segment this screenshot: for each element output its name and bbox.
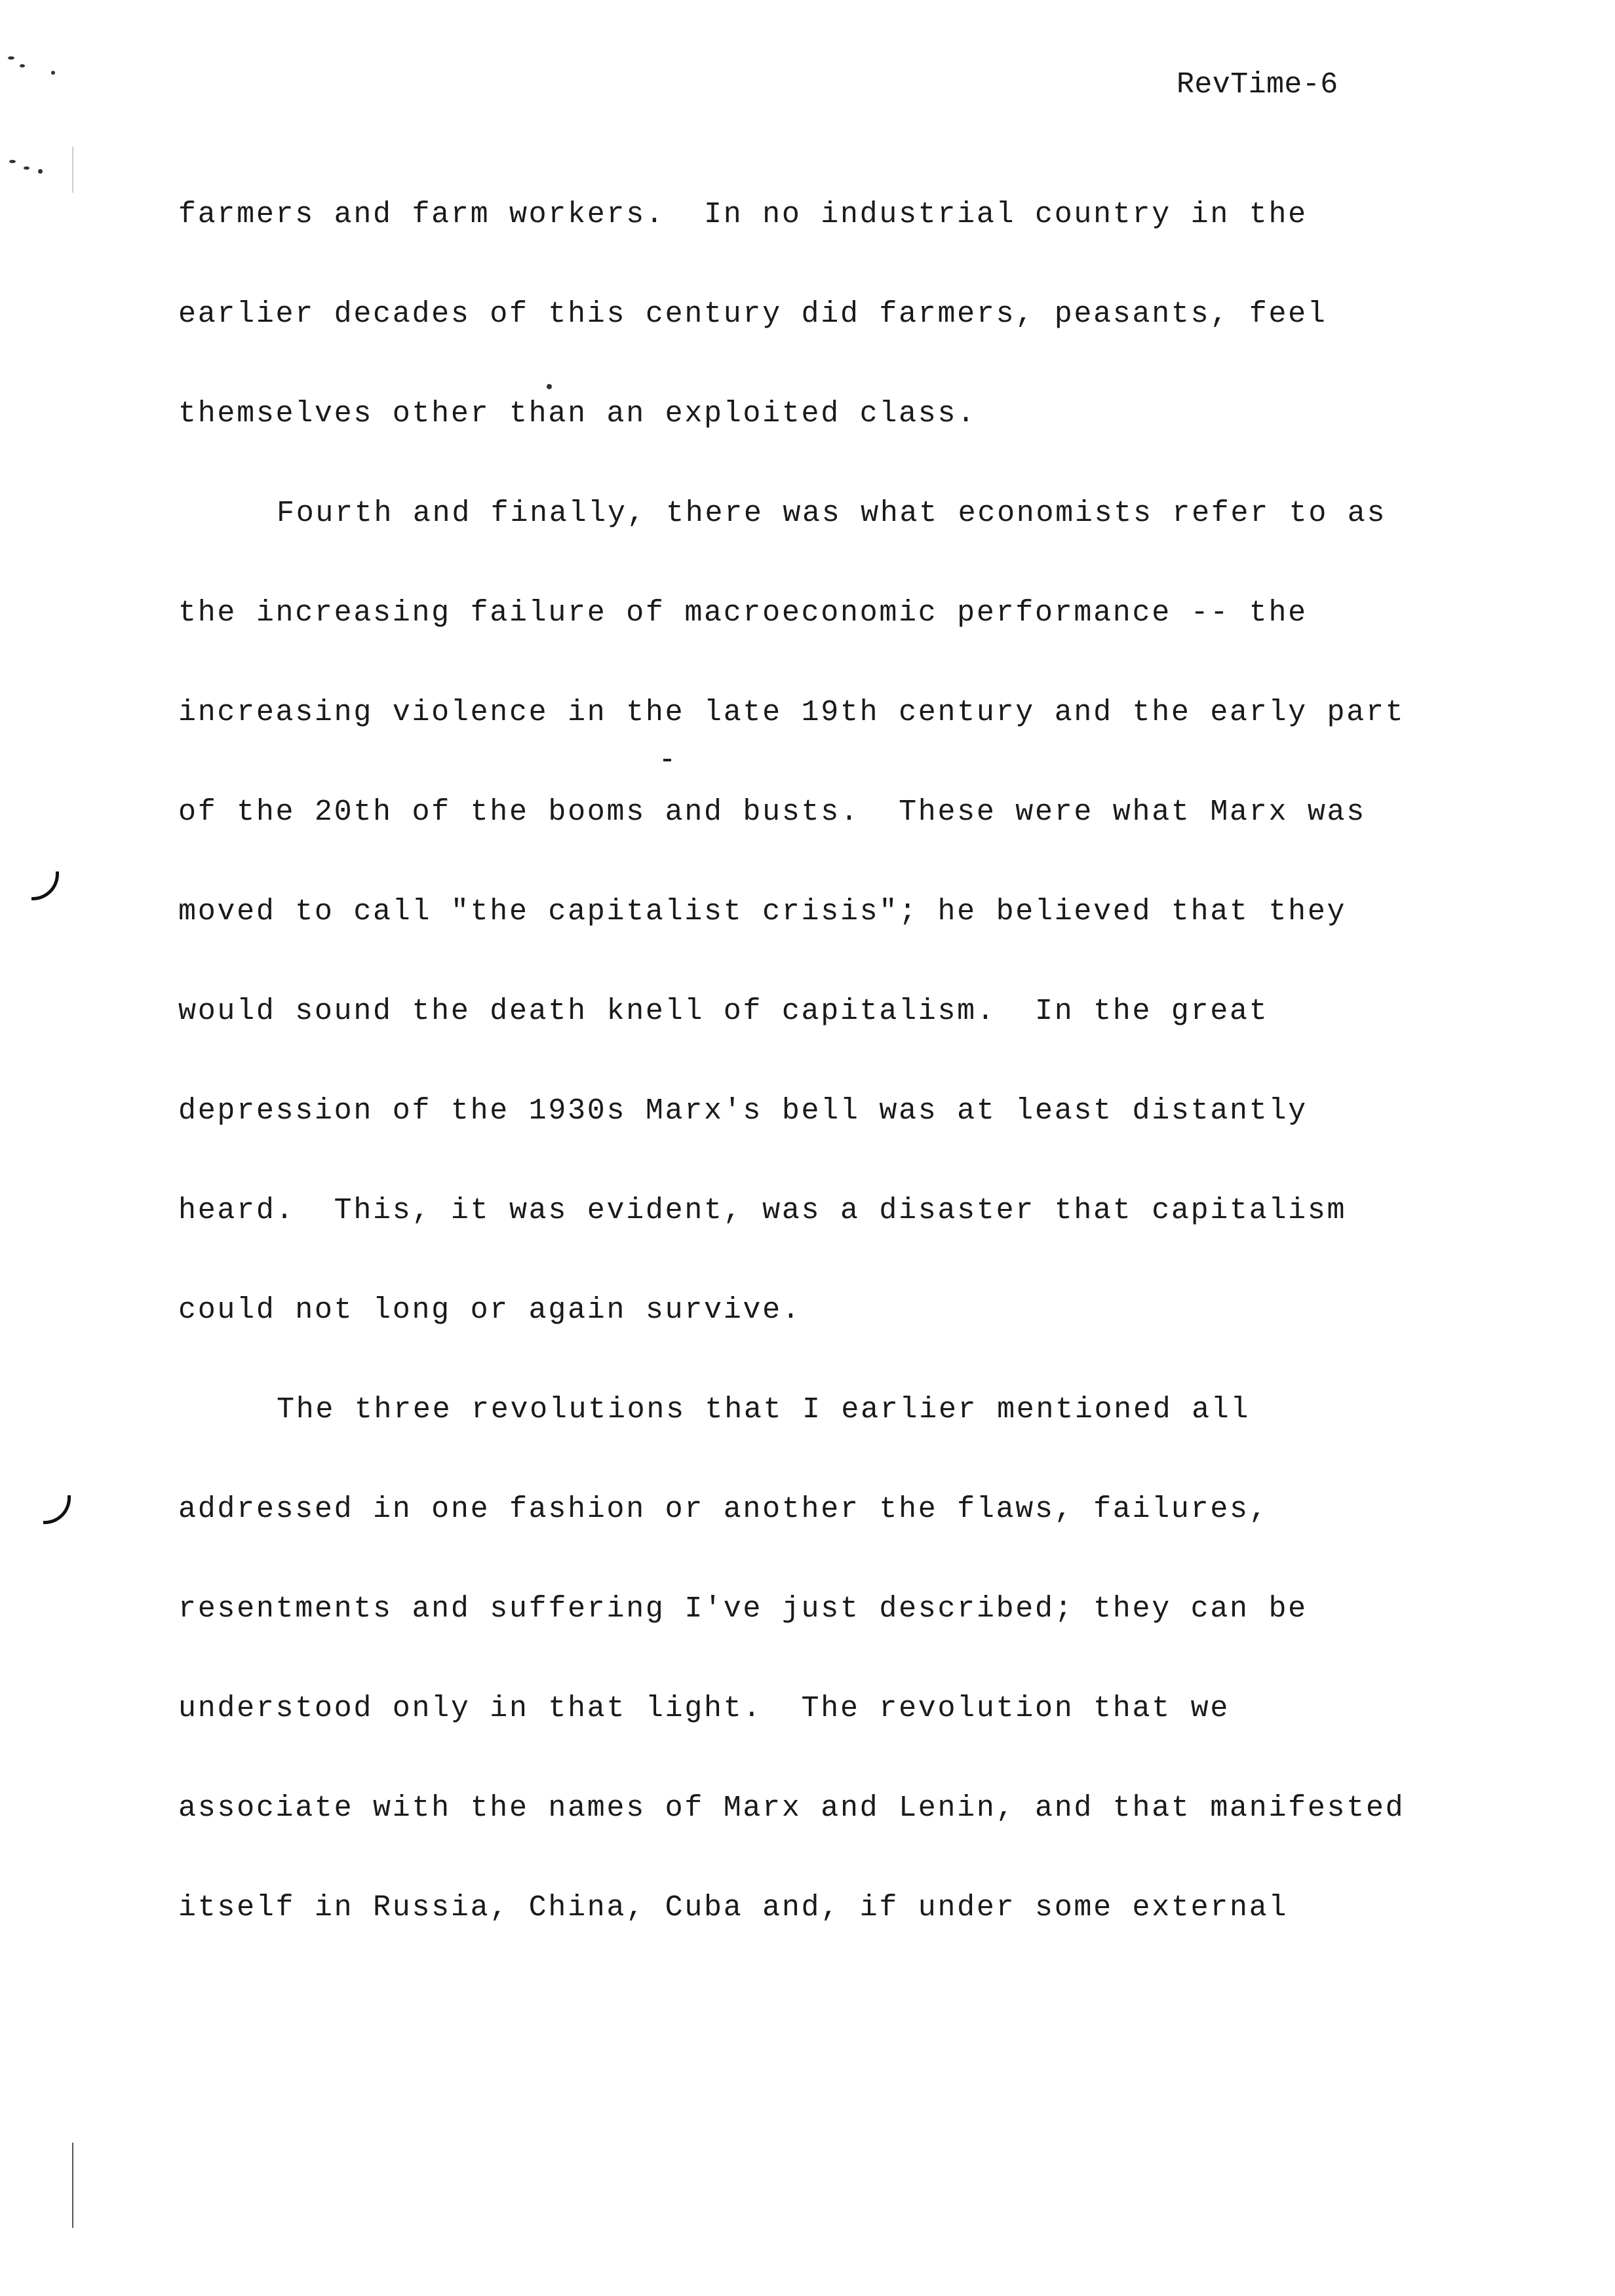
text-line: moved to call "the capitalist crisis"; he believed that they <box>178 895 1347 928</box>
scan-speck <box>547 384 552 389</box>
scan-edge-line <box>72 147 73 193</box>
text-line: Fourth and finally, there was what economists refer to as <box>277 497 1387 530</box>
text-line: increasing violence in the late 19th century and the early part <box>178 696 1405 729</box>
text-line: resentments and suffering I've just described; they can be <box>178 1592 1308 1626</box>
scan-speck <box>38 169 43 174</box>
text-line: depression of the 1930s Marx's bell was at least distantly <box>178 1094 1308 1128</box>
text-line: The three revolutions that I earlier mentioned all <box>277 1393 1251 1426</box>
scan-speck <box>8 56 14 60</box>
text-line: heard. This, it was evident, was a disaster that capitalism <box>178 1194 1347 1227</box>
text-line: earlier decades of this century did farmers, peasants, feel <box>178 297 1327 331</box>
scan-speck <box>663 759 671 761</box>
scan-speck <box>9 160 16 163</box>
text-line: addressed in one fashion or another the flaws, failures, <box>178 1493 1269 1526</box>
text-line: themselves other than an exploited class. <box>178 397 977 430</box>
text-line: itself in Russia, China, Cuba and, if under some external <box>178 1891 1289 1924</box>
scan-speck <box>24 166 29 170</box>
text-line: of the 20th of the booms and busts. These were what Marx was <box>178 795 1366 829</box>
text-line: associate with the names of Marx and Lenin, and that manifested <box>178 1791 1405 1825</box>
scan-speck <box>51 71 55 75</box>
text-line: would sound the death knell of capitalism. In the great <box>178 995 1269 1028</box>
text-line: understood only in that light. The revolution that we <box>178 1692 1230 1725</box>
punch-mark <box>31 871 59 900</box>
scan-edge-line <box>72 2143 73 2228</box>
text-line: farmers and farm workers. In no industrial country in the <box>178 198 1308 231</box>
text-line: could not long or again survive. <box>178 1293 802 1327</box>
text-line: the increasing failure of macroeconomic performance -- the <box>178 596 1308 630</box>
scan-speck <box>20 64 25 67</box>
punch-mark <box>43 1495 71 1524</box>
page-header: RevTime-6 <box>1177 68 1338 102</box>
